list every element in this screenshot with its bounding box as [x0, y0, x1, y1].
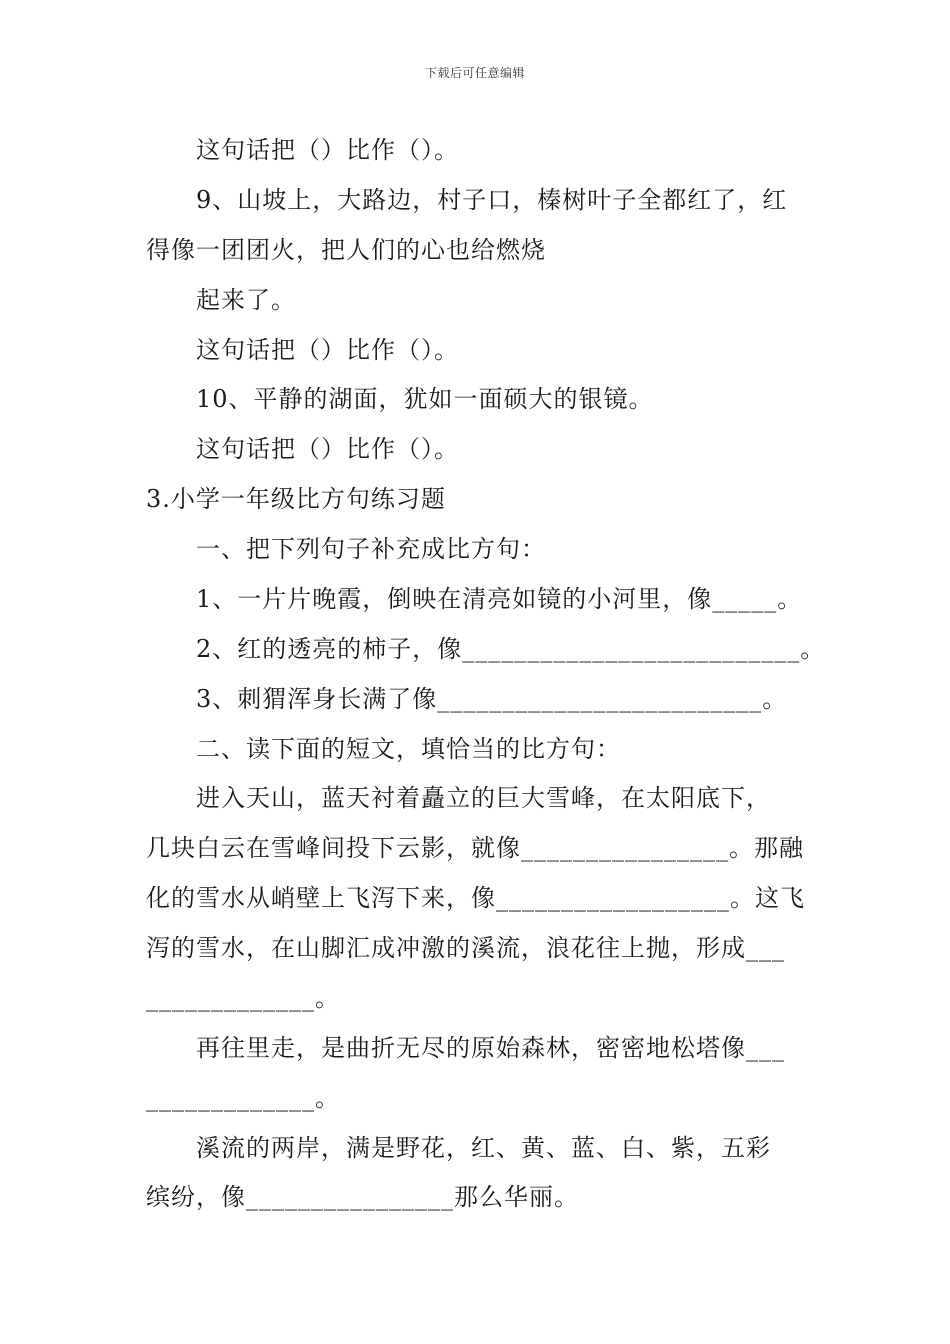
text-line: 几块白云在雪峰间投下云影，就像________________。那融	[146, 834, 804, 862]
text-line: 得像一团团火，把人们的心也给燃烧	[146, 236, 546, 264]
text-line: 1、一片片晚霞，倒映在清亮如镜的小河里，像_____。	[196, 585, 803, 613]
text-line: 一、把下列句子补充成比方句：	[196, 535, 546, 563]
text-line: 溪流的两岸，满是野花，红、黄、蓝、白、紫，五彩	[196, 1134, 771, 1162]
text-line: 缤纷，像________________那么华丽。	[146, 1183, 579, 1211]
text-line: 泻的雪水，在山脚汇成冲激的溪流，浪花往上抛，形成___	[146, 934, 785, 962]
text-line: 化的雪水从峭壁上飞泻下来，像__________________。这飞	[146, 884, 805, 912]
text-line: 3、刺猬浑身长满了像_________________________。	[196, 685, 788, 713]
page-header: 下载后可任意编辑	[424, 66, 525, 80]
section-heading: 3.小学一年级比方句练习题	[146, 485, 446, 513]
text-line: 9、山坡上，大路边，村子口，榛树叶子全都红了，红	[196, 186, 788, 214]
text-line: _____________。	[146, 984, 340, 1012]
text-line: _____________。	[146, 1084, 340, 1112]
text-line: 这句话把（）比作（）。	[196, 136, 459, 164]
text-line: 再往里走，是曲折无尽的原始森林，密密地松塔像___	[196, 1034, 785, 1062]
text-line: 进入天山，蓝天衬着矗立的巨大雪峰，在太阳底下，	[196, 784, 771, 812]
text-line: 这句话把（）比作（）。	[196, 435, 459, 463]
text-line: 这句话把（）比作（）。	[196, 336, 459, 364]
text-line: 10、平静的湖面，犹如一面硕大的银镜。	[196, 385, 654, 413]
text-line: 起来了。	[196, 286, 296, 314]
text-line: 2、红的透亮的柿子，像__________________________。	[196, 635, 826, 663]
text-line: 二、读下面的短文，填恰当的比方句：	[196, 735, 621, 763]
